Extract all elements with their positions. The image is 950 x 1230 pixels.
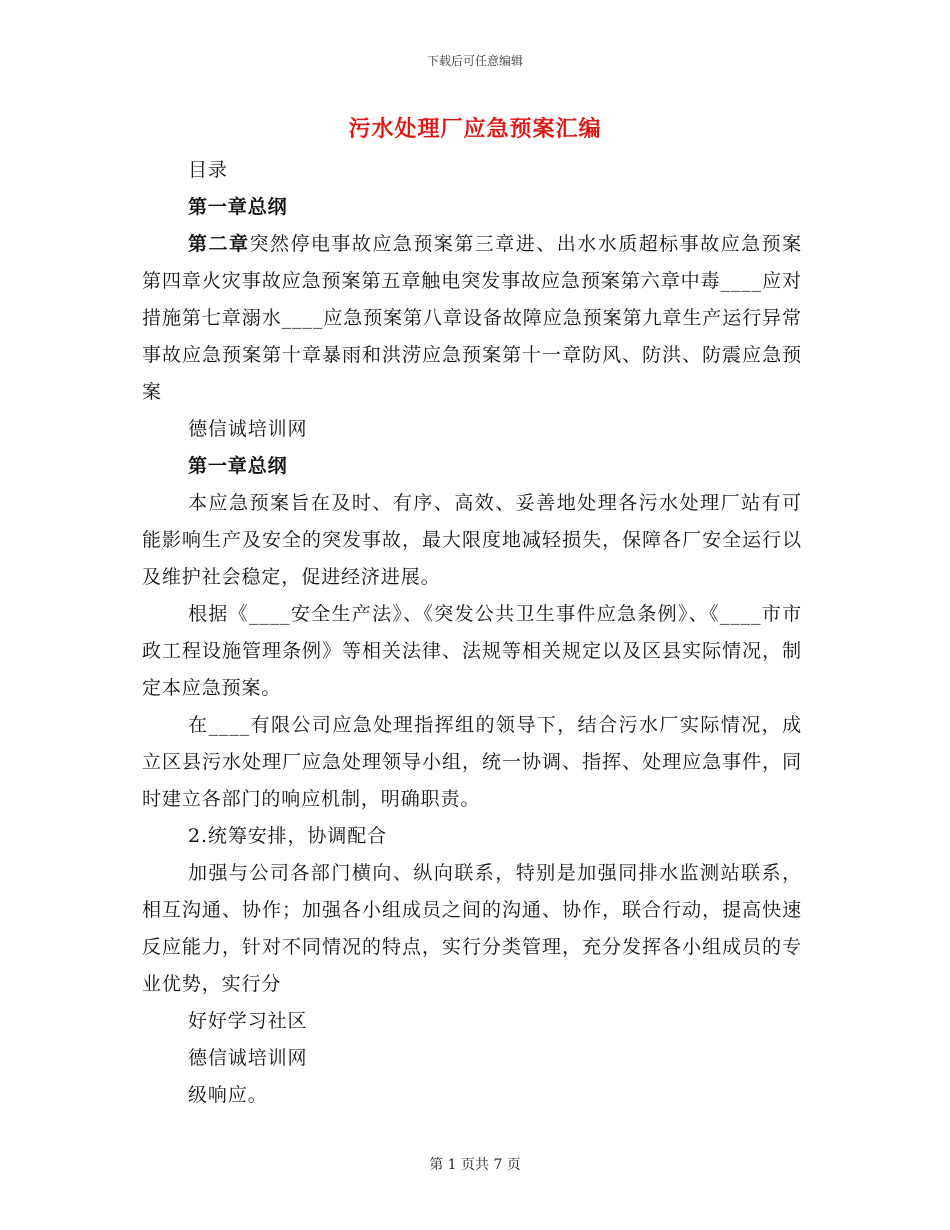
page-number: 第 1 页共 7 页 [429,1157,521,1173]
site-watermark-text: 德信诚培训网 [188,418,308,440]
site-watermark-text: 德信诚培训网 [188,1047,308,1069]
site-watermark-text: 好好学习社区 [188,1010,308,1032]
document-body [142,152,802,1114]
document-title: 污水处理厂应急预案汇编 [348,116,602,142]
paragraph-subheading: 2.统筹安排，协调配合 [188,825,388,847]
paragraph-leadership: 在____有限公司应急处理指挥组的领导下，结合污水厂实际情况，成立区县污水处理厂应急处理领导小组，统一协调、指挥、处理应急事件，同时建立各部门的响应机制，明确职责。 [142,714,802,810]
toc-chapter-2-lead: 第二章 [188,233,250,255]
toc-label: 目录 [188,159,228,181]
paragraph-coordination: 加强与公司各部门横向、纵向联系，特别是加强同排水监测站联系，相互沟通、协作；加强各小组成员之间的沟通、协作，联合行动，提高快速反应能力，针对不同情况的特点，实行分类管理，充分发挥各小组成员的专业优势，实行分 [142,862,802,995]
toc-chapter-list [142,226,802,411]
paragraph-tail: 级响应。 [188,1084,268,1106]
page-header-note: 下载后可任意编辑 [426,54,523,68]
paragraph-legal-basis: 根据《____安全生产法》、《突发公共卫生事件应急条例》、《____市市政工程设施管理条例》等相关法律、法规等相关规定以及区县实际情况，制定本应急预案。 [142,603,802,699]
paragraph-purpose: 本应急预案旨在及时、有序、高效、妥善地处理各污水处理厂站有可能影响生产及安全的突发事故，最大限度地减轻损失，保障各厂安全运行以及维护社会稳定，促进经济进展。 [142,492,802,588]
toc-chapter-1: 第一章总纲 [188,196,288,218]
section-heading: 第一章总纲 [188,455,288,477]
toc-chapter-list-rest: 突然停电事故应急预案第三章进、出水水质超标事故应急预案第四章火灾事故应急预案第五章触电突发事故应急预案第六章中毒____应对措施第七章溺水____应急预案第八章设备故障应急预案第九章生产运行异常事故应急预案第十章暴雨和洪涝应急预案第十一章防风、防洪、防震应急预案 [142,233,802,403]
